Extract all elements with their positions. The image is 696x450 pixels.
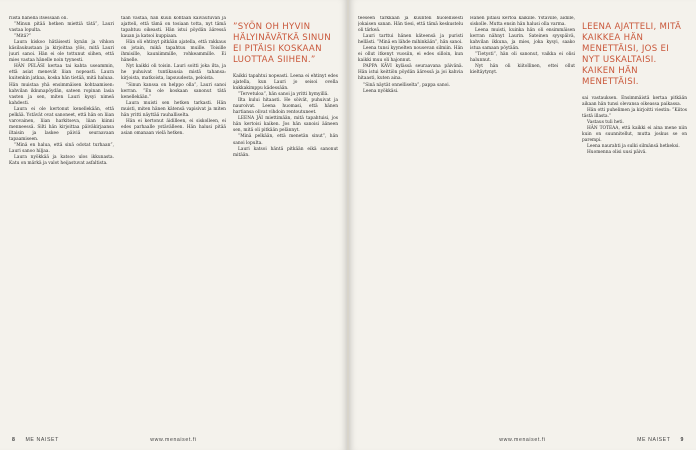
paragraph: Kaikki tapahtui nopeasti. Leena ei ehtinyt edes ajatella, kun Lauri jo seisoi ovella kukkakimppu kädessään.	[233, 74, 338, 92]
paragraph: Laura nyökkää ja katsoo ulos ikkunasta. Katu on märkä ja valot heijastuvat asfaltista.	[9, 155, 114, 167]
paragraph: HÄN TOTEAA, että kaikki ei aina mene niin kuin on suunnitellut, mutta joskus se on parempi.	[582, 126, 687, 144]
paragraph: ”Tietysti”, hän oli sanonut, vaikka ei olisi halunnut.	[470, 52, 575, 64]
paragraph: Vastaus tuli heti.	[587, 120, 624, 126]
paragraph: Hänen pitäisi kertoa kaikille. Ystäville, äidille, siskolle. Mutta ensin hän halusi olla varma.	[470, 16, 575, 28]
paragraph: Leena muisti, kuinka hän oli ensimmäisen kerran nähnyt Laurin. Sateinen syyspäivä, kahvilan ikkuna, ja mies, joka kysyi, saako istua samaan pöytään.	[470, 28, 575, 52]
left-column-2	[121, 16, 226, 428]
paragraph: Laura ei ole kertonut kenellekään, että pelkää. Ystävät ovat sanoneet, että hän on liian varovainen, liian harkitseva, liian kiinni menneessä. Silti hän kirjoittaa päiväkirjaansa iltaisin ja laskee päiviä seuraavaan tapaamiseen.	[9, 106, 114, 142]
right-page	[349, 0, 696, 450]
paragraph: Leena tunsi kyynelten nousevan silmiin. Hän ei ollut itkenyt vuosiin, ei edes silloin, kun kaikki muu oli hajonnut.	[358, 46, 463, 64]
right-folio	[637, 437, 684, 443]
paragraph: Ilta kului hitaasti. He söivät, puhuivat ja nauroivat. Leena huomasi, että hänen hartiansa olivat vihdoin rentoutuneet.	[233, 98, 338, 116]
left-columns	[9, 16, 338, 428]
paragraph: taan vastaa, hän kuuli kohtaan kaivautuvan ja ajatteli, että tämä on tosiaan totta, nyt tämä tapahtuu oikeasti. Hän istui pöydän ääressä kauan ja katsoi kuppiaan.	[121, 16, 226, 40]
magazine-title: ME NAISET	[25, 437, 59, 443]
right-column-3	[582, 16, 687, 428]
paragraph: sai vastauksen. Ensimmäistä kertaa pitkään aikaan hän tunsi olevansa oikeassa paikassa.	[582, 96, 687, 108]
paragraph: Leena nyökkäsi.	[363, 88, 399, 94]
page-number: 8	[12, 437, 16, 443]
paragraph: ”Sinä näytät onnelliselta”, pappa sanoi.	[363, 82, 451, 88]
paragraph: Nyt kaikki oli toisin. Lauri soitti joka ilta, ja he puhuivat tuntikausia mistä tahansa: kirjoista, matkoista, lapsuudesta, peloista.	[121, 64, 226, 82]
left-column-3	[233, 16, 338, 428]
left-page	[0, 0, 347, 450]
pull-quote-2: LEENA AJATTELI, MITÄ KAIKKEA HÄN MENETTÄISI, JOS EI NYT USKALTAISI. KAIKEN HÄN MENETTÄISI.	[582, 22, 682, 87]
paragraph: ”Mitä?”	[14, 34, 31, 40]
paragraph: PAPPA KÄVI kylässä seuraavana päivänä. Hän istui keittiön pöydän ääressä ja joi kahvia hitaasti, kuten aina.	[358, 64, 463, 82]
paragraph: Nyt hän oli kiitollinen, ettei ollut kieltäytynyt.	[470, 64, 575, 76]
page-number: 9	[680, 437, 684, 443]
paragraph: Laura muisti sen hetken tarkasti. Hän muisti, miten hänen kätensä vapisivat ja miten hän yritti näyttää rauhalliselta.	[121, 100, 226, 118]
right-column-1	[358, 16, 463, 428]
paragraph: Leena naurahti ja sulki silmänsä hetkeksi.	[587, 144, 680, 150]
right-column-2	[470, 16, 575, 428]
paragraph: Laura kiskoo hätäisesti kynän ja vihkon käsilaukustaan ja kirjoittaa ylös, mitä Lauri juuri sanoi. Hän ei ole tottunut siihen, että mies vastaa hänelle noin tyynesti.	[9, 40, 114, 64]
paragraph: ”Tervetuloa”, hän sanoi ja yritti hymyillä.	[238, 92, 329, 98]
paragraph: ”Minä en halua, että sinä odotat turhaan”, Lauri sanoo hiljaa.	[9, 142, 114, 155]
left-column-1	[9, 16, 114, 428]
paragraph: riistä hänellä itsessään oli.	[9, 16, 68, 21]
paragraph: ”Minun pitää hetken miettiä tätä”, Lauri vastaa lopulta.	[9, 22, 114, 34]
magazine-url: www.menaiset.fi	[150, 437, 197, 443]
paragraph: Hän oli ehtinyt pitkään ajatella, että rakkaus on jotain, mikä tapahtuu muille. Toisille ihmisille, kauniimmille, rohkeammille. Ei hänelle.	[121, 40, 226, 64]
paragraph: ”Minä pelkään, että menetän sinut”, hän sanoi lopulta.	[233, 134, 338, 146]
paragraph: teeseen tarkkaan ja kuunteli huolellisesti jokaisen sanan. Hän tiesi, että tämä keskustelu oli tärkeä.	[358, 16, 463, 34]
magazine-title: ME NAISET	[637, 437, 671, 443]
paragraph: Lauri katsoi häntä pitkään eikä sanonut mitään.	[233, 146, 338, 158]
right-columns	[358, 16, 687, 428]
paragraph: Hän ei kertonut äidilleen, ei siskolleen, ei edes parhaalle ystävälleen. Hän halusi pitää asian omanaan vielä hetken.	[121, 118, 226, 136]
left-folio-url	[0, 437, 347, 443]
paragraph: Lauri tarttui hänen käteensä ja puristi hellästi. ”Minä en lähde mihinkään”, hän sanoi.	[358, 34, 463, 46]
pull-quote: ”SYÖN OH HYVIN HÄLYINÄVÄTKÄ SINUN EI PITÄISI KOSKAAN LUOTTAA SIIHEN.”	[233, 22, 331, 65]
paragraph: ”Sinun kanssa on helppo olla”, Lauri sanoi kerran. ”En ole koskaan sanonut tätä kenellekään.”	[121, 82, 226, 100]
paragraph: Huomenna olisi uusi päivä.	[587, 150, 647, 156]
paragraph: LEENA JÄI miettimään, mitä tapahtuisi, jos hän kertoisi kaiken. Jos hän sanoisi ääneen sen, mitä oli pitkään pelännyt.	[233, 116, 338, 134]
magazine-url: www.menaiset.fi	[499, 437, 546, 443]
paragraph: Hän otti puhelimen ja kirjoitti viestin: ”Kiitos tästä illasta.”	[582, 108, 687, 120]
paragraph: HÄN PELÄSI kertaa tai kahta useammin, että asiat menevät liian nopeasti. Laura kuitenkin jatkaa, koska hän tietää, mitä haluaa. Hän muistaa yhä ensimmäisen kohtaamisen: kahvilan ikkunapöydän, sateen ropinan lasia vasten ja sen, miten Lauri kysyi nimeä kahdesti.	[9, 64, 114, 106]
